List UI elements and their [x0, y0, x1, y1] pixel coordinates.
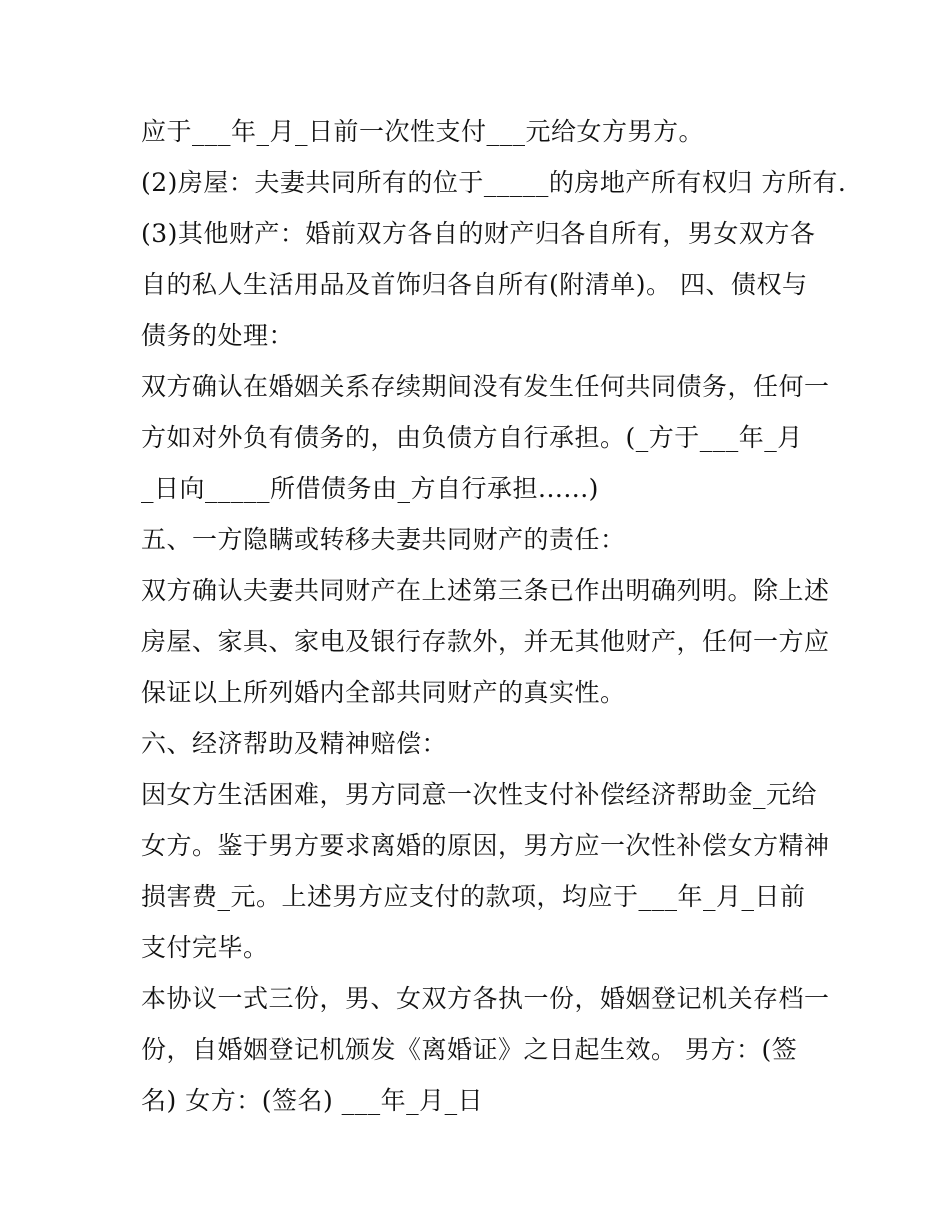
text-line: 本协议一式三份，男、女双方各执一份，婚姻登记机关存档一	[141, 984, 830, 1013]
section-heading: 五、一方隐瞒或转移夫妻共同财产的责任：	[141, 525, 626, 554]
text-line: (3)其他财产：婚前双方各自的财产归各自所有，男女双方各	[141, 219, 816, 248]
text-line: (2)房屋：夫妻共同所有的位于_____的房地产所有权归 方所有.	[141, 168, 847, 197]
text-line: 双方确认在婚姻关系存续期间没有发生任何共同债务，任何一	[141, 372, 830, 401]
text-line: 房屋、家具、家电及银行存款外，并无其他财产，任何一方应	[141, 627, 830, 656]
text-line: 损害费_元。上述男方应支付的款项，均应于___年_月_日前	[141, 882, 806, 911]
text-line: 保证以上所列婚内全部共同财产的真实性。	[141, 678, 626, 707]
section-heading: 债务的处理：	[141, 321, 295, 350]
text-line: 女方。鉴于男方要求离婚的原因，男方应一次性补偿女方精神	[141, 831, 830, 860]
text-line: 双方确认夫妻共同财产在上述第三条已作出明确列明。除上述	[141, 576, 830, 605]
text-line: 应于___年_月_日前一次性支付___元给女方男方。	[141, 117, 705, 146]
document-page	[141, 106, 847, 1126]
text-line: 份，自婚姻登记机颁发《离婚证》之日起生效。 男方：(签	[141, 1035, 798, 1064]
text-line: 因女方生活困难，男方同意一次性支付补偿经济帮助金_元给	[141, 780, 818, 809]
signature-line: 名) 女方：(签名) ___年_月_日	[141, 1086, 484, 1115]
text-line: _日向_____所借债务由_方自行承担......)	[141, 474, 599, 503]
section-heading: 六、经济帮助及精神赔偿：	[141, 729, 448, 758]
text-line: 支付完毕。	[141, 933, 269, 962]
text-line: 自的私人生活用品及首饰归各自所有(附清单)。 四、债权与	[141, 270, 808, 299]
text-line: 方如对外负有债务的，由负债方自行承担。(_方于___年_月	[141, 423, 803, 452]
